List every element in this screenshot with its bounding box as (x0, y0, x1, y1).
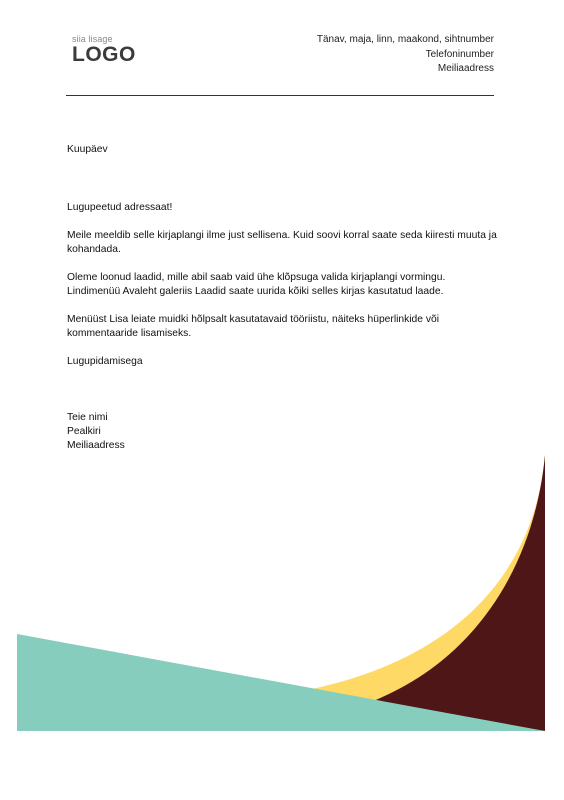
contact-phone[interactable]: Telefoninumber (425, 48, 494, 60)
contact-email[interactable]: Meiliaadress (437, 63, 494, 74)
letter-closing[interactable]: Lugupidamisega (67, 356, 143, 367)
logo-caption: siia lisage (72, 34, 113, 44)
letter-paragraph[interactable]: Meile meeldib selle kirjaplangi ilme just sellisena. Kuid soovi korral saate seda kiiresti muuta ja kohandada. (67, 230, 497, 255)
signature-name[interactable]: Teie nimi (67, 412, 108, 423)
letter-paragraph[interactable]: Oleme loonud laadid, mille abil saab vaid ühe klõpsuga valida kirjaplangi vormingu. Lindimenüü Avaleht galeriis Laadid saate uurida kõiki selles kirjas kasutatud laade. (67, 272, 446, 297)
logo-text: LOGO (72, 43, 136, 66)
letter-greeting[interactable]: Lugupeetud adressaat! (67, 202, 173, 213)
letter-date[interactable]: Kuupäev (67, 144, 108, 155)
contact-address[interactable]: Tänav, maja, linn, maakond, sihtnumber (316, 34, 494, 45)
signature-email[interactable]: Meiliaadress (67, 440, 125, 451)
letter-paragraph[interactable]: Menüüst Lisa leiate muidki hõlpsalt kasutatavaid tööriistu, näiteks hüperlinkide või kommentaaride lisamiseks. (67, 314, 440, 339)
signature-title[interactable]: Pealkiri (67, 426, 101, 437)
